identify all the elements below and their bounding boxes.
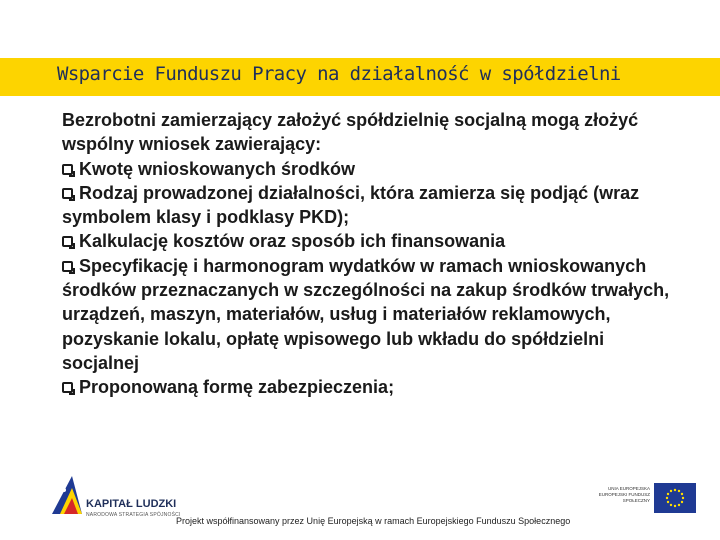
eu-logo-text: UNIA EUROPEJSKA EUROPEJSKI FUNDUSZ SPOŁECZNY (598, 486, 650, 503)
list-item: Kwotę wnioskowanych środków (62, 157, 674, 181)
eu-flag-icon (654, 483, 696, 513)
list-item: Rodzaj prowadzonej działalności, która zamierza się podjąć (wraz symbolem klasy i podklasy PKD); (62, 182, 640, 228)
logo-subtitle: NARODOWA STRATEGIA SPÓJNOŚCI (86, 512, 181, 518)
checkbox-bullet-icon (62, 236, 73, 247)
logo-title: KAPITAŁ LUDZKI (86, 498, 177, 510)
footer-caption: Projekt współfinansowany przez Unię Europejską w ramach Europejskiego Funduszu Społecznego (176, 516, 571, 526)
list-item: Specyfikację i harmonogram wydatków w ramach wnioskowanych środków przeznaczanych w szczególności na zakup środków trwałych, urządzeń, maszyn, materiałów, usług i materiałów reklamowych, pozyskanie lokalu, opłatę wpisowego lub wkładu do spółdzielni socjalnej (62, 255, 670, 373)
page-title: Wsparcie Funduszu Pracy na działalność w spółdzielni (57, 63, 621, 85)
checkbox-bullet-icon (62, 164, 73, 175)
intro-text: Bezrobotni zamierzający założyć spółdzielnię socjalną mogą złożyć wspólny wniosek zawierający: (62, 110, 639, 155)
list-item: Proponowaną formę zabezpieczenia; (62, 375, 674, 399)
content-body (62, 108, 674, 400)
checkbox-bullet-icon (62, 188, 73, 199)
checkbox-bullet-icon (62, 261, 73, 272)
checkbox-bullet-icon (62, 382, 73, 393)
list-item: Kalkulację kosztów oraz sposób ich finansowania (62, 229, 674, 253)
